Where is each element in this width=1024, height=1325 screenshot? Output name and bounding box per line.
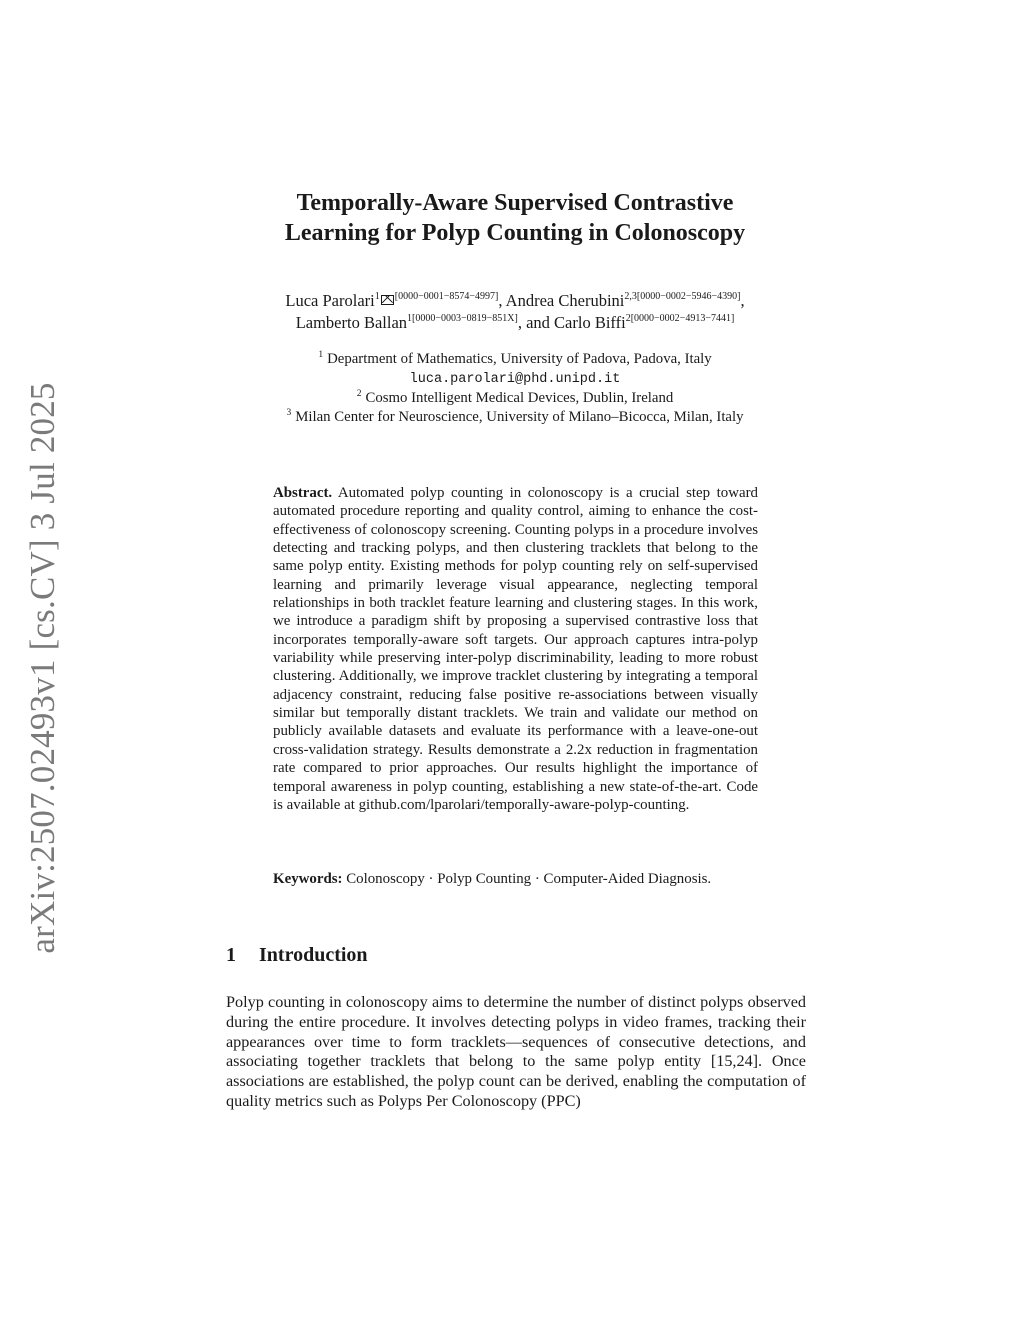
author-orcid: 2[0000−0002−4913−7441] bbox=[625, 313, 735, 324]
affiliation-2: $^2$ Cosmo Intelligent Medical Devices, Dublin, Ireland bbox=[356, 389, 674, 406]
affiliations bbox=[150, 350, 880, 426]
title-line-2: Learning for Polyp Counting in Colonoscopy bbox=[284, 220, 746, 246]
keywords bbox=[273, 870, 758, 888]
keywords-heading: Keywords: bbox=[273, 871, 343, 887]
affiliation-mark: 2 bbox=[356, 389, 362, 399]
affiliation-3: $^3$ Milan Center for Neuroscience, University of Milano–Bicocca, Milan, Italy bbox=[286, 407, 744, 425]
author-list bbox=[150, 290, 880, 334]
author-orcid: 1[0000−0003−0819−851X] bbox=[407, 313, 518, 324]
author-line-1 bbox=[150, 290, 880, 312]
section-heading bbox=[226, 944, 368, 967]
author-name: Lamberto Ballan bbox=[295, 313, 408, 332]
author-affiliation-mark: 1 bbox=[374, 291, 380, 302]
keywords-text: Colonoscopy · Polyp Counting · Computer-Aided Diagnosis. bbox=[346, 871, 712, 887]
author-orcid: [0000−0001−8574−4997] bbox=[394, 291, 499, 302]
author-orcid: 2,3[0000−0002−5946−4390] bbox=[624, 291, 741, 302]
author-name: Luca Parolari bbox=[285, 291, 375, 310]
contact-email[interactable]: luca.parolari@phd.unipd.it bbox=[409, 371, 621, 387]
title-line-1: Temporally-Aware Supervised Contrastive bbox=[296, 190, 734, 216]
section-number: 1 bbox=[226, 944, 236, 966]
envelope-icon bbox=[381, 295, 394, 305]
author-separator: , bbox=[740, 291, 745, 310]
abstract-heading: Abstract. bbox=[273, 485, 333, 501]
author-name: , Andrea Cherubini bbox=[498, 291, 625, 310]
abstract bbox=[273, 484, 758, 814]
section-title: Introduction bbox=[259, 944, 368, 966]
arxiv-identifier-stamp bbox=[8, 382, 78, 954]
paper-title bbox=[160, 188, 870, 248]
affiliation-1: $^1$ Department of Mathematics, University of Padova, Padova, Italy bbox=[318, 350, 712, 367]
abstract-text: Automated polyp counting in colonoscopy is a crucial step toward automated procedure reporting and quality control, aiming to enhance the cost-effectiveness of colonoscopy screening. Counting polyps in a procedure involves detecting and tracking polyps, and then clustering tracklets that belong to the same polyp entity. Existing methods for polyp counting rely on self-supervised learning and primarily leverage visual appearance, neglecting temporal relationships in both tracklet feature learning and clustering stages. In this work, we introduce a paradigm shift by proposing a supervised contrastive loss that incorporates temporally-aware soft targets. Our approach captures intra-polyp variability while preserving inter-polyp discriminability, leading to more robust clustering. Additionally, we improve tracklet clustering by integrating a temporal adjacency constraint, reducing false positive re-associations between visually similar but temporally distant tracklets. We train and validate our method on publicly available datasets and evaluate its performance with a leave-one-out cross-validation strategy. Results demonstrate a 2.2x reduction in fragmentation rate compared to prior approaches. Our results highlight the importance of temporal awareness in polyp counting, establishing a new state-of-the-art. Code is available at github.com/lparolari/temporally-aware-polyp-counting. bbox=[273, 485, 758, 813]
author-line-2 bbox=[150, 312, 880, 334]
introduction-paragraph: Polyp counting in colonoscopy aims to determine the number of distinct polyps observed during the entire procedure. It involves detecting polyps in video frames, tracking their appearances over time to form tracklets—sequences of consecutive detections, and associating together tracklets that belong to the same polyp entity [15,24]. Once associations are established, the polyp count can be derived, enabling the computation of quality metrics such as Polyps Per Colonoscopy (PPC) bbox=[226, 993, 806, 1110]
author-name: , and Carlo Biffi bbox=[517, 313, 626, 332]
arxiv-stamp-text: arXiv:2507.02493v1 [cs.CV] 3 Jul 2025 bbox=[23, 382, 62, 954]
affiliation-mark: 3 bbox=[286, 407, 292, 418]
affiliation-mark: 1 bbox=[318, 350, 324, 360]
